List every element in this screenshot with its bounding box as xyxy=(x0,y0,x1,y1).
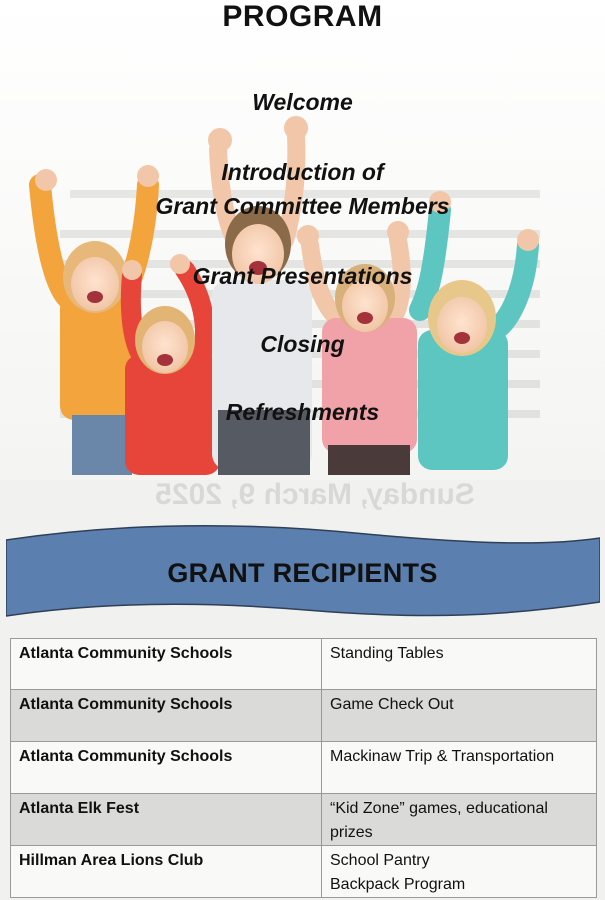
program-item-presentations: Grant Presentations xyxy=(192,263,413,289)
grant-line: Mackinaw Trip & Transportation xyxy=(330,748,555,765)
table-row xyxy=(11,742,597,794)
program-item-welcome: Welcome xyxy=(252,89,353,115)
grant-line: Standing Tables xyxy=(330,645,444,662)
program-item-committee-members: Grant Committee Members xyxy=(155,193,450,219)
organization-cell: Hillman Area Lions Club xyxy=(11,846,322,898)
table-row xyxy=(11,639,597,690)
grant-cell xyxy=(322,846,597,898)
program-item-refreshments: Refreshments xyxy=(225,399,380,425)
grant-cell xyxy=(322,639,597,690)
program-title: PROGRAM xyxy=(222,0,383,33)
bleed-through-date: Sunday, March 9, 2025 xyxy=(155,478,475,511)
organization-cell: Atlanta Community Schools xyxy=(11,742,322,794)
grant-line: Game Check Out xyxy=(330,696,454,713)
table-row xyxy=(11,846,597,898)
grant-cell xyxy=(322,690,597,742)
grant-recipients-table xyxy=(10,638,597,898)
program-item-introduction: Introduction of xyxy=(221,159,384,185)
organization-cell: Atlanta Community Schools xyxy=(11,639,322,690)
banner-title: GRANT RECIPIENTS xyxy=(167,558,438,588)
table-row xyxy=(11,794,597,846)
grant-cell xyxy=(322,794,597,846)
organization-cell: Atlanta Community Schools xyxy=(11,690,322,742)
grant-line: prizes xyxy=(330,824,373,841)
grant-cell xyxy=(322,742,597,794)
grant-line: Backpack Program xyxy=(330,876,466,893)
grant-line: School Pantry xyxy=(330,852,430,869)
organization-cell: Atlanta Elk Fest xyxy=(11,794,322,846)
grant-line: “Kid Zone” games, educational xyxy=(330,800,548,817)
program-item-closing: Closing xyxy=(260,331,345,357)
table-row xyxy=(11,690,597,742)
